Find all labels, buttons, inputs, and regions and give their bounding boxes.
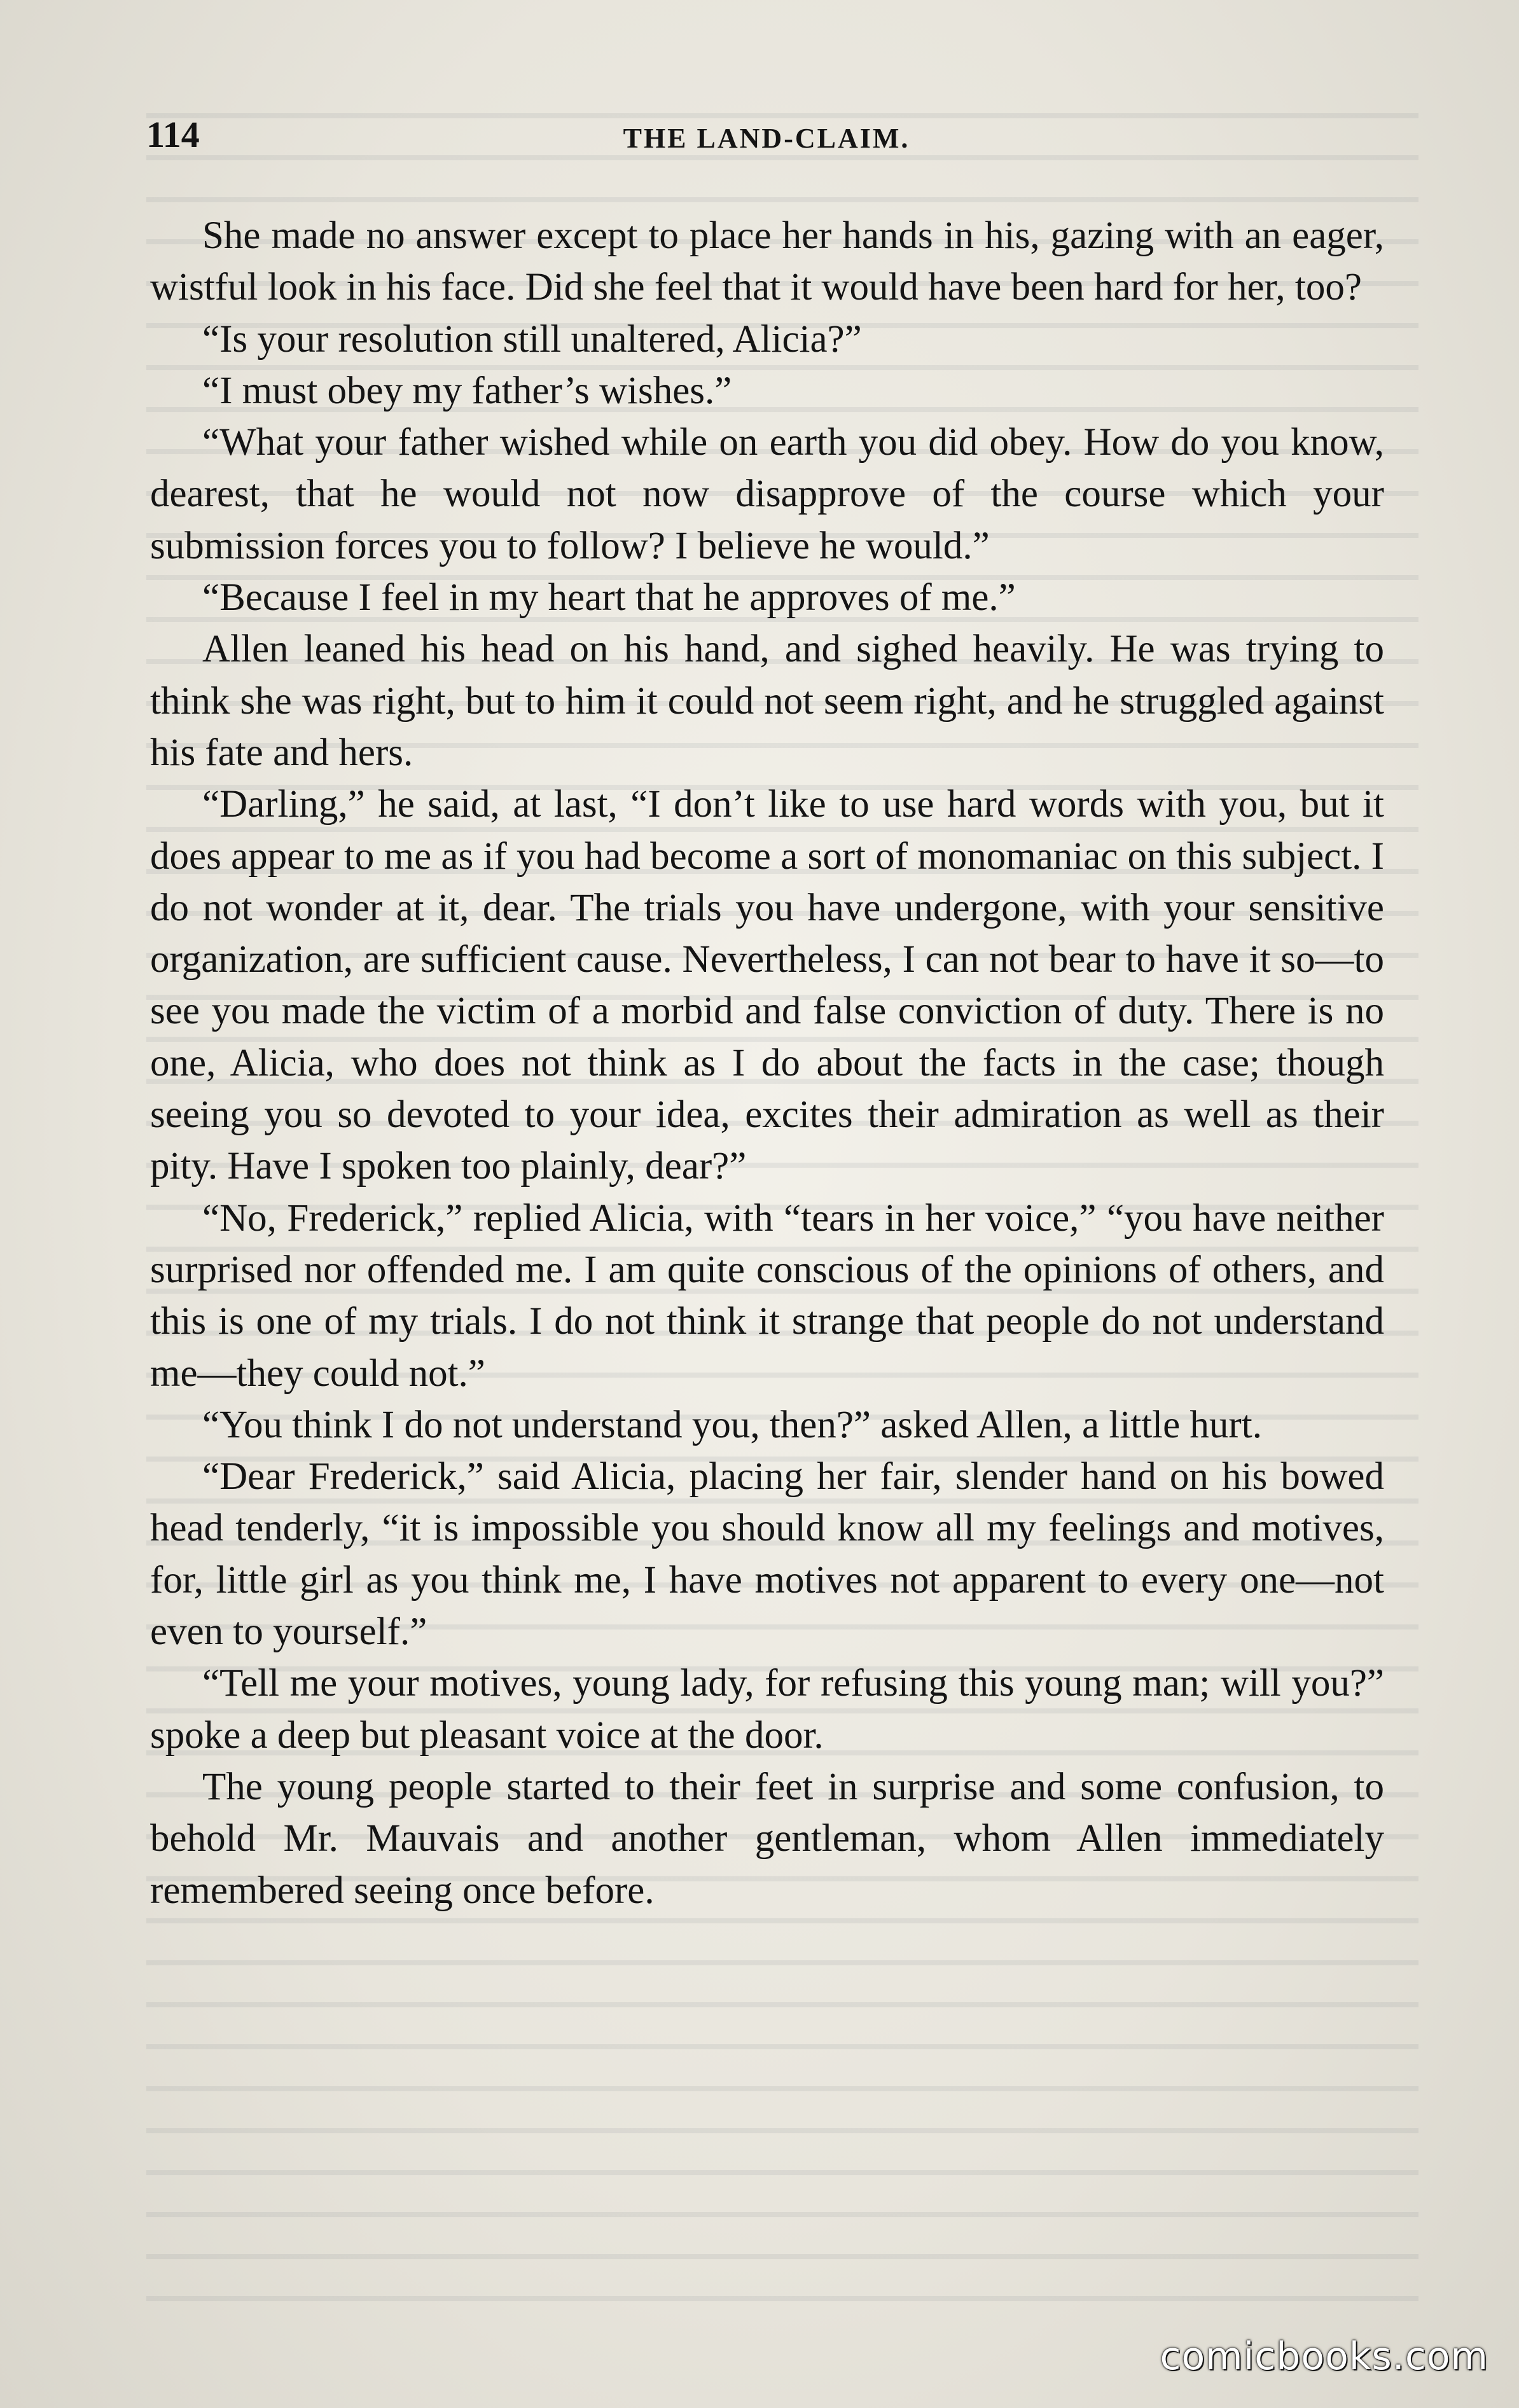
paragraph: “You think I do not understand you, then?” asked Allen, a little hurt. [202, 1403, 1262, 1446]
paragraph: “Darling,” he said, at last, “I don’t like to use hard words with you, but it does appear to me as if you had become a sort of monomaniac on this subject. I do not wonder at it, dear. The trials you have undergone, with your sensitive organization, are sufficient cause. Nevertheless, I can not bear to have it so—to see you made the victim of a morbid and false conviction of duty. There is no one, Alicia, who does not think as I do about the facts in the case; though seeing you so devoted to your idea, excites their admiration as well as their pity. Have I spoken too plainly, dear?” [150, 783, 1384, 1188]
paragraph: She made no answer except to place her hands in his, gazing with an eager, wistful look in his face. Did she feel that it would have been hard for her, too? [150, 214, 1384, 309]
paragraph: “Because I feel in my heart that he approves of me.” [202, 576, 1016, 619]
paragraph: “What your father wished while on earth you did obey. How do you know, dearest, that he would not now disapprove of the course which your submission forces you to follow? I believe he would.” [150, 421, 1384, 567]
paragraph: “No, Frederick,” replied Alicia, with “tears in her voice,” “you have neither surprised nor offended me. I am quite conscious of the opinions of others, and this is one of my trials. I do not think it strange that people do not understand me—they could not.” [150, 1196, 1384, 1395]
paragraph: The young people started to their feet in surprise and some confusion, to behold Mr. Mauvais and another gentleman, whom Allen immediately remembered seeing once before. [150, 1765, 1384, 1912]
page-number: 114 [146, 114, 200, 155]
paragraph: Allen leaned his head on his hand, and sighed heavily. He was trying to think she was right, but to him it could not seem right, and he struggled against his fate and hers. [150, 628, 1384, 774]
page-header [146, 113, 1387, 164]
paragraph: “Dear Frederick,” said Alicia, placing her fair, slender hand on his bowed head tenderly, “it is impossible you should know all my feelings and motives, for, little girl as you think me, I have motives not apparent to every one—not even to yourself.” [150, 1455, 1384, 1654]
running-title: THE LAND-CLAIM. [623, 123, 910, 154]
paragraph: “Tell me your motives, young lady, for refusing this young man; will you?” spoke a deep but pleasant voice at the door. [150, 1662, 1384, 1757]
site-watermark: comicbooks.com [1160, 2334, 1488, 2379]
paragraph: “Is your resolution still unaltered, Alicia?” [202, 317, 862, 361]
body-text [150, 210, 1384, 1916]
paragraph: “I must obey my father’s wishes.” [202, 369, 732, 412]
